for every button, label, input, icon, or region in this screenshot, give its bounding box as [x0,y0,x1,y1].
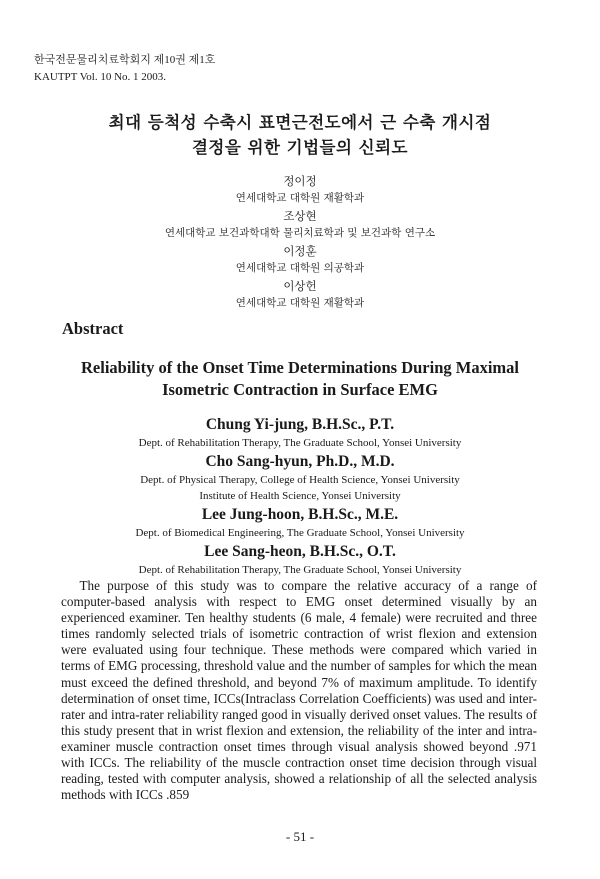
korean-author-name: 이상헌 [283,279,317,293]
english-author-affiliation: Dept. of Physical Therapy, College of Health Science, Yonsei University [140,474,460,486]
page-number: - 51 - [285,829,315,844]
journal-korean-name: 한국전문물리치료학회지 제10권 제1호 [34,54,216,66]
korean-author-affiliation: 연세대학교 대학원 재활학과 [235,297,365,309]
journal-citation: KAUTPT Vol. 10 No. 1 2003. [34,71,167,83]
korean-author-name: 조상현 [283,209,317,223]
english-author-affiliation: Dept. of Rehabilitation Therapy, The Graduate School, Yonsei University [138,564,462,576]
korean-author-affiliation: 연세대학교 대학원 의공학과 [235,262,365,274]
english-title [0,357,600,401]
english-author-affiliation: Institute of Health Science, Yonsei University [199,490,401,502]
abstract-heading: Abstract [62,319,124,338]
korean-author-name: 이정훈 [283,244,317,258]
journal-header [34,52,215,86]
korean-author-affiliation: 연세대학교 대학원 재활학과 [235,192,365,204]
english-author-name: Cho Sang-hyun, Ph.D., M.D. [205,453,395,470]
abstract-body: The purpose of this study was to compare the relative accuracy of a range of computer-based analysis with respect to EMG onset determined visually by an experienced examiner. Ten healthy students (6 male, 4 female) were recruited and three times randomly selected trials of isometric contraction of wrist flexion and extension were evaluated using four technique. These methods were compared which varied in terms of EMG processing, threshold value and the number of samples for which the mean must exceed the defined threshold, and beyond 7% of maximum amplitude. To identify determination of onset time, ICCs(Intraclass Correlation Coefficients) was used and inter-rater and intra-rater reliability ranged good in visually derived onset values. The results of this study present that in wrist flexion and extension, the reliability of the inter and intra-examiner muscle contraction onset times through visual analysis showed beyond .971 with ICCs. The reliability of the muscle contraction onset time decision through visual reading, tested with computer analysis, showed a relationship of all the selected analysis methods with ICCs .859 [61,578,537,803]
english-author-affiliation: Dept. of Rehabilitation Therapy, The Graduate School, Yonsei University [138,437,462,449]
korean-title [0,110,600,160]
english-author-name: Chung Yi-jung, B.H.Sc., P.T. [205,416,395,433]
english-author-name: Lee Jung-hoon, B.H.Sc., M.E. [201,506,399,523]
english-title-line: Isometric Contraction in Surface EMG [162,380,438,399]
korean-title-line: 결정을 위한 기법들의 신뢰도 [191,138,408,157]
english-title-line: Reliability of the Onset Time Determinations During Maximal [81,358,519,377]
english-author-name: Lee Sang-heon, B.H.Sc., O.T. [204,543,396,560]
korean-author-list [0,172,600,312]
korean-title-line: 최대 등척성 수축시 표면근전도에서 근 수축 개시점 [108,113,492,132]
korean-author-affiliation: 연세대학교 보건과학대학 물리치료학과 및 보건과학 연구소 [164,227,436,239]
english-author-list [0,414,600,578]
english-author-affiliation: Dept. of Biomedical Engineering, The Graduate School, Yonsei University [135,527,465,539]
korean-author-name: 정이정 [283,174,317,188]
